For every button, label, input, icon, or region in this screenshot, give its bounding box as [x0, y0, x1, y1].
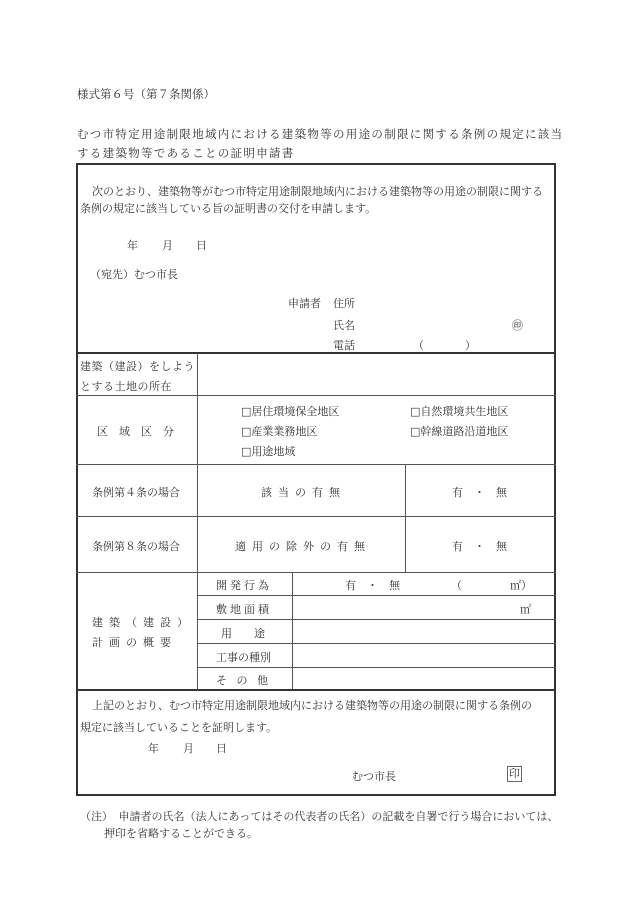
- zone-checkbox-use-district[interactable]: □用途地域: [241, 445, 296, 458]
- plan-label-line1: 建築（建設）: [92, 616, 194, 629]
- divider: [76, 395, 556, 396]
- art4-label: 条例第４条の場合: [92, 486, 180, 499]
- plan-row-label: そ の 他: [216, 674, 271, 687]
- note-line1: （注） 申請者の氏名（法人にあってはその代表者の氏名）の記載を自署で行う場合においては、: [80, 810, 559, 823]
- address-field[interactable]: 住所: [333, 297, 355, 310]
- seal-stamp-text: 印: [509, 767, 520, 780]
- column-divider: [197, 353, 198, 690]
- form-number: 様式第６号（第７条関係）: [77, 87, 215, 101]
- divider: [76, 689, 556, 691]
- zone-checkbox-arterial[interactable]: □幹線道路沿道地区: [410, 425, 509, 438]
- intro-line2: 条例の規定に該当している旨の証明書の交付を申請します。: [80, 202, 377, 215]
- phone-paren-open: （: [413, 339, 424, 352]
- phone-paren-close: ）: [465, 339, 476, 352]
- divider: [76, 572, 556, 573]
- zone-checkbox-industrial[interactable]: □産業業務地区: [241, 425, 318, 438]
- art4-item: 該当の有無: [261, 486, 346, 499]
- zone-checkbox-residential[interactable]: □居住環境保全地区: [241, 405, 340, 418]
- art8-label: 条例第８条の場合: [92, 540, 180, 553]
- divider: [197, 667, 556, 668]
- location-label-line2: とする土地の所在: [80, 380, 172, 393]
- column-divider: [405, 464, 406, 572]
- zone-checkbox-nature[interactable]: □自然環境共生地区: [410, 405, 509, 418]
- site-area-unit: ㎡: [520, 603, 531, 616]
- column-divider: [292, 572, 293, 689]
- seal-stamp-icon: [507, 766, 522, 782]
- document-title-line1: むつ市特定用途制限地域内における建築物等の用途の制限に関する条例の規定に該当: [77, 127, 564, 141]
- application-date-day[interactable]: 日: [196, 239, 207, 252]
- plan-row-label: 敷地面積: [216, 603, 272, 616]
- location-input[interactable]: [200, 360, 550, 390]
- plan-row-label: 用 途: [221, 627, 265, 640]
- seal-mark-icon: ㊞: [512, 319, 523, 332]
- divider: [197, 619, 556, 620]
- location-label-line1: 建築（建設）をしよう: [80, 360, 195, 373]
- name-field[interactable]: 氏名: [333, 319, 355, 332]
- development-area-unit: ㎡）: [510, 579, 532, 592]
- certification-date-day[interactable]: 日: [216, 742, 227, 755]
- note-line2: 押印を省略することができる。: [104, 827, 258, 840]
- certification-line2: 規定に該当していることを証明します。: [80, 721, 278, 734]
- development-yes-no[interactable]: 有 ・ 無: [345, 579, 400, 592]
- applicant-label: 申請者: [288, 297, 321, 310]
- document-title-line2: する建築物等であることの証明申請書: [77, 146, 295, 160]
- development-area-paren: （: [451, 579, 462, 592]
- intro-line1: 次のとおり、建築物等がむつ市特定用途制限地域内における建築物等の用途の制限に関する: [92, 185, 543, 198]
- art8-yes-no[interactable]: 有 ・ 無: [452, 540, 507, 553]
- mayor-signature: むつ市長: [352, 770, 396, 783]
- certification-date-year[interactable]: 年: [148, 742, 159, 755]
- zone-label: 区 域 区 分: [97, 425, 174, 438]
- application-date-month[interactable]: 月: [162, 239, 173, 252]
- divider: [76, 352, 556, 354]
- plan-label-line2: 計画の概要: [92, 636, 177, 649]
- divider: [197, 643, 556, 644]
- application-date-year[interactable]: 年: [127, 239, 138, 252]
- art4-yes-no[interactable]: 有 ・ 無: [452, 486, 507, 499]
- plan-row-label: 工事の種別: [216, 651, 271, 664]
- phone-field[interactable]: 電話: [333, 339, 355, 352]
- art8-item: 適用の除外の有無: [235, 540, 371, 553]
- divider: [197, 595, 556, 596]
- addressee: （宛先）むつ市長: [90, 268, 178, 281]
- certification-date-month[interactable]: 月: [183, 742, 194, 755]
- divider: [76, 464, 556, 465]
- divider: [76, 516, 556, 517]
- plan-row-label: 開発行為: [216, 579, 272, 592]
- certification-line1: 上記のとおり、むつ市特定用途制限地域内における建築物等の用途の制限に関する条例の: [92, 699, 532, 712]
